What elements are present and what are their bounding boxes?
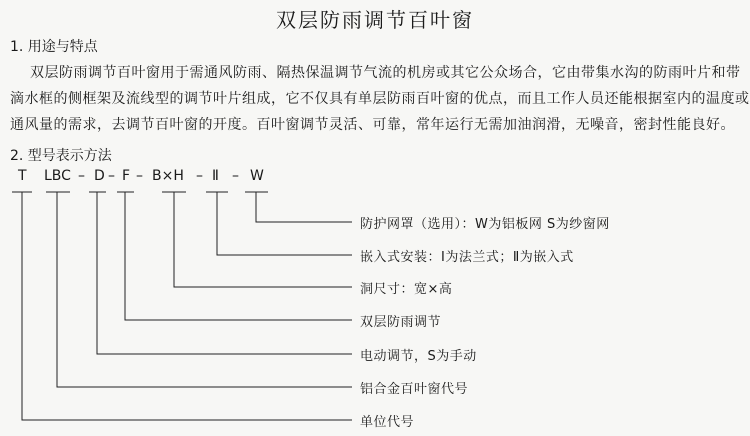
code-dash: – — [78, 168, 85, 184]
code-part-lbc: LBC — [44, 168, 71, 184]
section-1-line-3: 通风量的需求，去调节百叶窗的开度。百叶窗调节灵活、可靠，常年运行无需加油润滑，无噪音，密封性能良好。 — [10, 117, 735, 133]
document-title: 双层防雨调节百叶窗 — [276, 8, 474, 32]
section-1-line-2: 滴水框的侧框架及流线型的调节叶片组成，它不仅具有单层防雨百叶窗的优点，而且工作人员还能根据室内的温度或 — [10, 91, 750, 107]
section-2-heading: 2. 型号表示方法 — [10, 148, 112, 164]
desc-double-rainproof: 双层防雨调节 — [360, 315, 442, 330]
code-part-w: W — [250, 168, 264, 184]
desc-opening-size: 洞尺寸：宽×高 — [360, 282, 453, 297]
code-part-ii: Ⅱ — [212, 168, 219, 184]
section-1-line-1: 双层防雨调节百叶窗用于需通风防雨、隔热保温调节气流的机房或其它公众场合，它由带集水沟的防雨叶片和带 — [30, 65, 741, 81]
code-part-bxh: B×H — [152, 168, 184, 184]
section-1-heading: 1. 用途与特点 — [10, 39, 98, 55]
desc-unit-code: 单位代号 — [360, 415, 415, 430]
code-dash: – — [232, 168, 239, 184]
desc-electric-adjust: 电动调节，S为手动 — [360, 349, 477, 364]
code-dash: – — [196, 168, 203, 184]
desc-embedded-install: 嵌入式安装：Ⅰ为法兰式；Ⅱ为嵌入式 — [360, 250, 574, 265]
code-dash: – — [108, 168, 115, 184]
desc-aluminum-code: 铝合金百叶窗代号 — [360, 382, 469, 397]
desc-protective-mesh: 防护网罩（选用）：W为铝板网 S为纱窗网 — [360, 217, 610, 232]
code-part-d: D — [94, 168, 105, 184]
code-part-f: F — [122, 168, 131, 184]
code-dash: – — [136, 168, 143, 184]
code-part-t: T — [18, 168, 27, 184]
